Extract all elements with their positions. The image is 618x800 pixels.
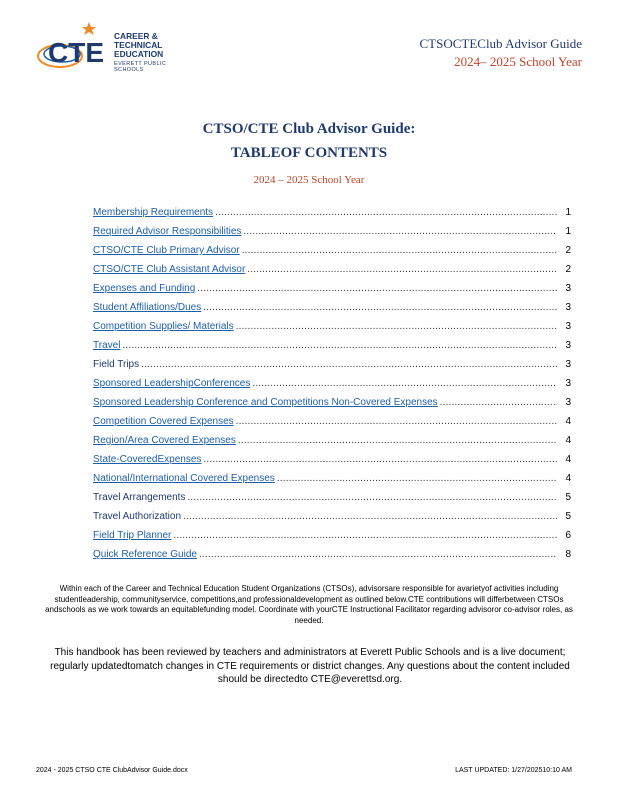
school-year: 2024 – 2025 School Year [253, 174, 365, 186]
toc-leader-dots [187, 492, 557, 503]
toc-leader-dots [252, 378, 557, 389]
table-of-contents [93, 199, 571, 560]
toc-entry[interactable] [93, 389, 571, 408]
toc-entry-page: 3 [565, 359, 571, 370]
toc-entry-page: 5 [565, 511, 571, 522]
toc-leader-dots [203, 302, 557, 313]
toc-leader-dots [183, 511, 557, 522]
toc-entry[interactable] [93, 313, 571, 332]
toc-entry-label[interactable]: Competition Covered Expenses [93, 416, 234, 427]
toc-entry[interactable] [93, 427, 571, 446]
toc-entry[interactable] [93, 332, 571, 351]
toc-leader-dots [242, 245, 557, 256]
toc-entry-page: 3 [565, 340, 571, 351]
toc-leader-dots [173, 530, 557, 541]
toc-entry-label[interactable]: Field Trip Planner [93, 530, 172, 541]
toc-leader-dots [243, 226, 557, 237]
toc-entry-label: Travel Arrangements [93, 492, 186, 503]
toc-entry-page: 4 [565, 416, 571, 427]
toc-entry-page: 3 [565, 321, 571, 332]
toc-entry-page: 8 [565, 549, 571, 560]
toc-entry-label[interactable]: Quick Reference Guide [93, 549, 197, 560]
page-title: CTSO/CTE Club Advisor Guide: [202, 121, 416, 137]
toc-entry-label[interactable]: Competition Supplies/ Materials [93, 321, 234, 332]
toc-entry-label: Travel Authorization [93, 511, 182, 522]
toc-entry-page: 1 [565, 207, 571, 218]
toc-entry-label[interactable]: National/International Covered Expenses [93, 473, 275, 484]
toc-entry [93, 484, 571, 503]
cte-logo [34, 18, 184, 78]
toc-entry[interactable] [93, 522, 571, 541]
toc-leader-dots [236, 416, 557, 427]
toc-entry-label[interactable]: Expenses and Funding [93, 283, 196, 294]
toc-leader-dots [199, 549, 557, 560]
logo-line-3: EDUCATION [114, 49, 164, 59]
toc-leader-dots [215, 207, 557, 218]
toc-entry-label[interactable]: Sponsored Leadership Conference and Competitions Non-Covered Expenses [93, 397, 438, 408]
intro-note: Within each of the Career and Technical Education Student Organizations (CTSOs), advisorsare responsible for avarietyof activities including studentleadership, communityservice, competitions,and professionaldevelopment as outlined below.CTE contributions will differbetween CTSOs andschools as we work towards an equitablefunding model. Coordinate with yourCTE Instructional Facilitator regarding advisoror co-advisor roles, as needed. [45, 584, 573, 625]
header-school-year: 2024– 2025 School Year [454, 54, 582, 69]
toc-entry-label[interactable]: CTSO/CTE Club Primary Advisor [93, 245, 240, 256]
toc-entry-label[interactable]: Membership Requirements [93, 207, 214, 218]
toc-leader-dots [440, 397, 557, 408]
toc-entry-page: 3 [565, 302, 571, 313]
toc-entry[interactable] [93, 465, 571, 484]
page-subtitle: TABLEOF CONTENTS [230, 145, 388, 161]
toc-entry[interactable] [93, 446, 571, 465]
toc-entry-page: 2 [565, 264, 571, 275]
header-guide-title: CTSOCTEClub Advisor Guide [419, 36, 582, 51]
toc-entry[interactable] [93, 541, 571, 560]
toc-entry[interactable] [93, 218, 571, 237]
toc-entry-label[interactable]: Region/Area Covered Expenses [93, 435, 236, 446]
toc-entry[interactable] [93, 275, 571, 294]
toc-leader-dots [238, 435, 557, 446]
toc-leader-dots [236, 321, 557, 332]
toc-entry-label[interactable]: CTSO/CTE Club Assistant Advisor [93, 264, 246, 275]
toc-entry [93, 503, 571, 522]
toc-entry[interactable] [93, 199, 571, 218]
toc-leader-dots [197, 283, 557, 294]
footer-filename: 2024 - 2025 CTSO CTE ClubAdvisor Guide.docx [36, 767, 188, 774]
svg-text:CTE: CTE [48, 37, 104, 68]
toc-entry-label[interactable]: Sponsored LeadershipConferences [93, 378, 251, 389]
toc-entry[interactable] [93, 294, 571, 313]
toc-entry[interactable] [93, 408, 571, 427]
toc-leader-dots [203, 454, 557, 465]
header-right [419, 36, 582, 70]
toc-entry-page: 1 [565, 226, 571, 237]
footer-last-updated: LAST UPDATED: 1/27/202510:10 AM [455, 767, 572, 774]
toc-entry-label[interactable]: State-CoveredExpenses [93, 454, 202, 465]
toc-entry-label[interactable]: Required Advisor Responsibilities [93, 226, 242, 237]
toc-entry-page: 3 [565, 397, 571, 408]
toc-leader-dots [141, 359, 557, 370]
logo-line-2: TECHNICAL [114, 40, 163, 50]
toc-entry-page: 2 [565, 245, 571, 256]
toc-entry-page: 3 [565, 378, 571, 389]
toc-entry [93, 351, 571, 370]
toc-leader-dots [122, 340, 557, 351]
toc-entry-page: 6 [565, 530, 571, 541]
toc-entry[interactable] [93, 237, 571, 256]
toc-entry[interactable] [93, 256, 571, 275]
toc-entry-page: 4 [565, 473, 571, 484]
toc-entry-page: 4 [565, 454, 571, 465]
toc-leader-dots [277, 473, 557, 484]
toc-entry-page: 5 [565, 492, 571, 503]
handbook-paragraph: This handbook has been reviewed by teachers and administrators at Everett Public Schools and is a live document; regularly updatedtomatch changes in CTE requirements or district changes. Any questions about the content included should be directedto CTE@everettsd.org. [50, 647, 570, 685]
toc-entry-page: 3 [565, 283, 571, 294]
toc-entry-label: Field Trips [93, 359, 140, 370]
toc-leader-dots [247, 264, 557, 275]
logo-subtext: EVERETT PUBLIC SCHOOLS [114, 61, 167, 73]
logo-wordmark [114, 32, 163, 59]
toc-entry-label[interactable]: Travel [93, 340, 121, 351]
logo-line-1: CAREER & [114, 31, 158, 41]
toc-entry-label[interactable]: Student Affiliations/Dues [93, 302, 202, 313]
toc-entry-page: 4 [565, 435, 571, 446]
toc-entry[interactable] [93, 370, 571, 389]
cte-logo-icon [34, 18, 114, 78]
